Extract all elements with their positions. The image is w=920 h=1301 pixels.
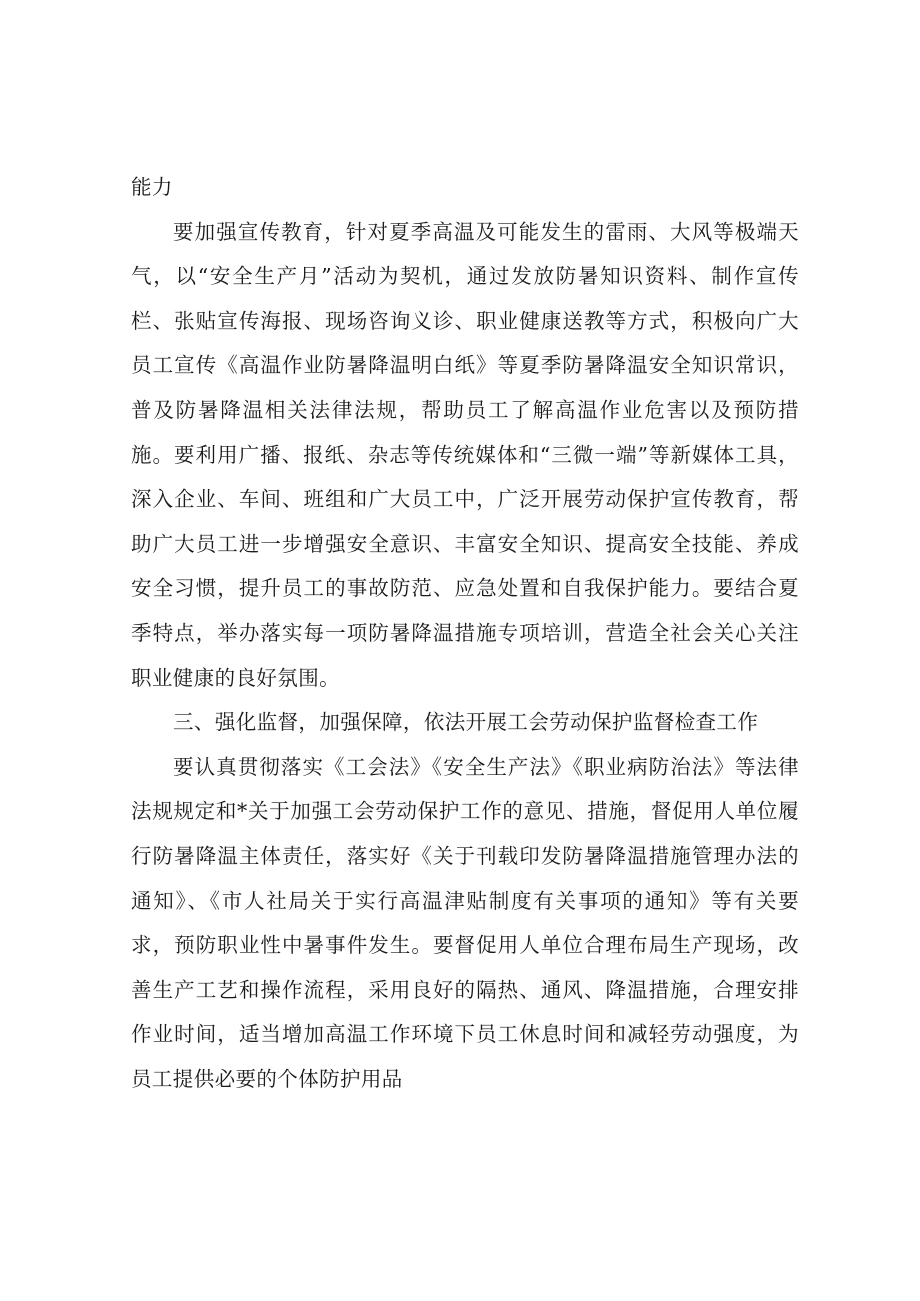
- section-heading: 三、强化监督，加强保障，依法开展工会劳动保护监督检查工作: [173, 710, 759, 735]
- paragraph-continuation: 能力: [131, 175, 173, 199]
- paragraph-publicity-education: 要加强宣传教育，针对夏季高温及可能发生的雷雨、大风等极端天气，以“安全生产月”活动为契机，通过发放防暑知识资料、制作宣传栏、张贴宣传海报、现场咨询义诊、职业健康送教等方式，积极向广大员工宣传《高温作业防暑降温明白纸》等夏季防暑降温安全知识常识，普及防暑降温相关法律法规，帮助员工了解高温作业危害以及预防措施。要利用广播、报纸、杂志等传统媒体和“三微一端”等新媒体工具，深入企业、车间、班组和广大员工中，广泛开展劳动保护宣传教育，帮助广大员工进一步增强安全意识、丰富安全知识、提高安全技能、养成安全习惯，提升员工的事故防范、应急处置和自我保护能力。要结合夏季特点，举办落实每一项防暑降温措施专项培训，营造全社会关心关注职业健康的良好氛围。: [131, 219, 799, 690]
- document-body: [131, 165, 799, 1101]
- paragraph-supervision: 要认真贯彻落实《工会法》《安全生产法》《职业病防治法》等法律法规规定和*关于加强工会劳动保护工作的意见、措施，督促用人单位履行防暑降温主体责任，落实好《关于刊载印发防暑降温措施管理办法的通知》、《市人社局关于实行高温津贴制度有关事项的通知》等有关要求，预防职业性中暑事件发生。要督促用人单位合理布局生产现场，改善生产工艺和操作流程，采用良好的隔热、通风、降温措施，合理安排作业时间，适当增加高温工作环境下员工休息时间和减轻劳动强度，为员工提供必要的个体防护用品: [131, 754, 799, 1091]
